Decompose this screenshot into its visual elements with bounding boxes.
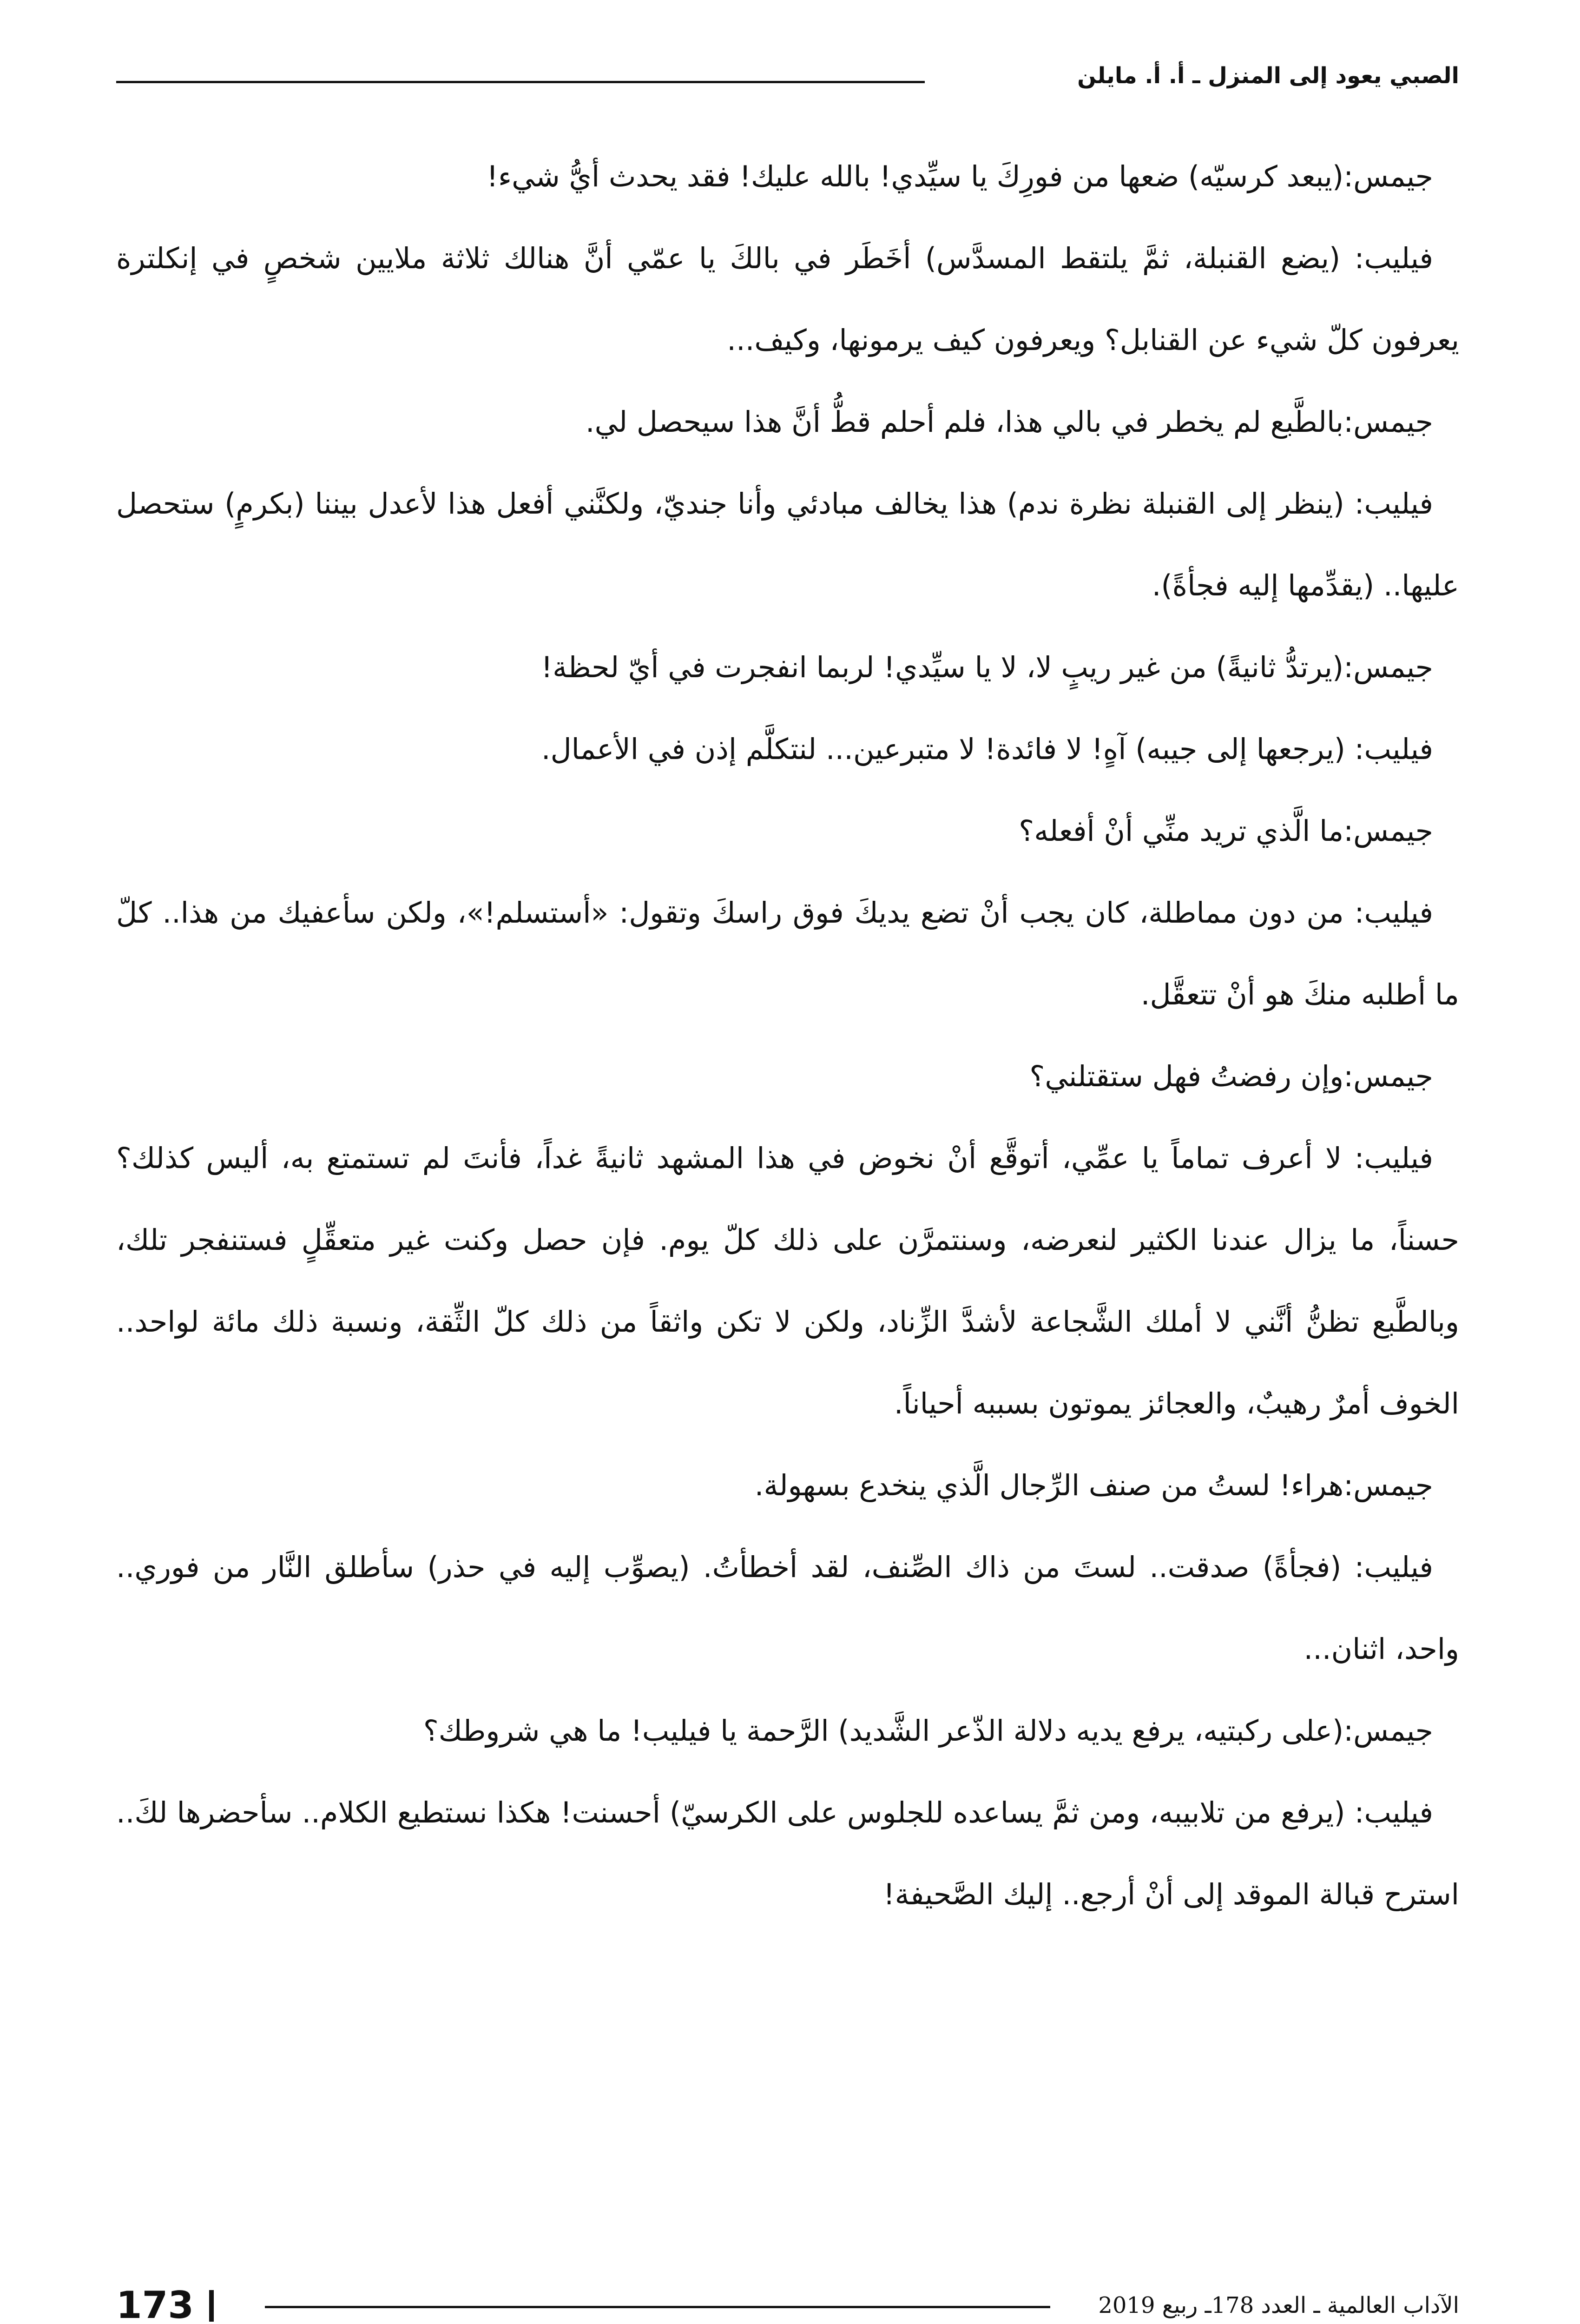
journal-issue: الآداب العالمية ـ العدد 178ـ ربيع 2019	[1098, 2292, 1459, 2318]
dialogue-line	[116, 790, 1459, 872]
dialogue-text: لا أعرف تماماً يا عمِّي، أتوقَّع أنْ نخوض في هذا المشهد ثانيةً غداً، فأنتَ لم تستمتع به، أليس كذلك؟ حسناً، ما يزال عندنا الكثير لنعرضه، وسنتمرَّن على ذلك كلّ يوم. فإن حصل وكنت غير متعقِّلٍ فستنفجر تلك، وبالطَّبع تظنُّ أنَّني لا أملك الشَّجاعة لأشدَّ الزِّناد، ولكن لا تكن واثقاً من ذلك كلّ الثِّقة، ونسبة ذلك مائة لواحد.. الخوف أمرٌ رهيبٌ، والعجائز يموتون بسببه أحياناً.	[116, 1141, 1459, 1420]
dialogue-text: (ينظر إلى القنبلة نظرة ندم) هذا يخالف مبادئي وأنا جنديّ، ولكنَّني أفعل هذا لأعدل بيننا (بكرمٍ) ستحصل عليها.. (يقدِّمها إليه فجأةً).	[116, 487, 1459, 602]
header-rule	[116, 81, 925, 83]
speaker-name: فيليب:	[1354, 896, 1433, 930]
dialogue-line	[116, 463, 1459, 627]
speaker-name: جيمس:	[1343, 1714, 1433, 1748]
speaker-name: فيليب:	[1354, 487, 1433, 521]
speaker-name: فيليب:	[1354, 732, 1433, 766]
dialogue-text: (فجأةً) صدقت.. لستَ من ذاك الصِّنف، لقد أخطأتُ. (يصوِّب إليه في حذر) سأطلق النَّار من فوري.. واحد، اثنان...	[116, 1550, 1459, 1666]
dialogue-text: بالطَّبع لم يخطر في بالي هذا، فلم أحلم قطُّ أنَّ هذا سيحصل لي.	[585, 405, 1344, 439]
speaker-name: فيليب:	[1354, 1550, 1433, 1584]
dialogue-line	[116, 136, 1459, 218]
dialogue-text: ما الَّذي تريد منِّي أنْ أفعله؟	[1019, 814, 1344, 848]
speaker-name: جيمس:	[1343, 405, 1433, 439]
dialogue-line	[116, 1772, 1459, 1935]
speaker-name: جيمس:	[1343, 1059, 1433, 1093]
speaker-name: جيمس:	[1343, 650, 1433, 684]
speaker-name: جيمس:	[1343, 1468, 1433, 1502]
page-footer	[116, 2280, 1459, 2324]
dialogue-line	[116, 872, 1459, 1036]
dialogue-line	[116, 1036, 1459, 1117]
dialogue-line	[116, 218, 1459, 381]
dialogue-line	[116, 627, 1459, 708]
dialogue-text: (يرتدُّ ثانيةً) من غير ريبٍ لا، لا يا سيِّدي! لربما انفجرت في أيّ لحظة!	[541, 650, 1344, 684]
dialogue-line	[116, 1445, 1459, 1526]
speaker-name: فيليب:	[1354, 1796, 1433, 1829]
dialogue-text: (يضع القنبلة، ثمَّ يلتقط المسدَّس) أخَطَر في بالكَ يا عمّي أنَّ هنالك ثلاثة ملايين شخصٍ في إنكلترة يعرفون كلّ شيء عن القنابل؟ ويعرفون كيف يرمونها، وكيف...	[116, 241, 1459, 357]
dialogue-text: هراء! لستُ من صنف الرِّجال الَّذي ينخدع بسهولة.	[754, 1468, 1344, 1502]
dialogue-text: (يرجعها إلى جيبه) آهٍ! لا فائدة! لا متبرعين... لنتكلَّم إذن في الأعمال.	[541, 732, 1355, 766]
page-body	[116, 136, 1459, 1935]
speaker-name: فيليب:	[1354, 241, 1433, 275]
dialogue-text: من دون مماطلة، كان يجب أنْ تضع يديكَ فوق راسكَ وتقول: «أستسلم!»، ولكن سأعفيك من هذا.. كلّ ما أطلبه منكَ هو أنْ تتعقَّل.	[116, 896, 1459, 1011]
speaker-name: جيمس:	[1343, 814, 1433, 848]
dialogue-text: (يبعد كرسيّه) ضعها من فورِكَ يا سيِّدي! بالله عليك! فقد يحدث أيُّ شيء!	[487, 159, 1344, 193]
speaker-name: فيليب:	[1354, 1141, 1433, 1175]
running-header	[116, 55, 1459, 97]
page-number-separator	[209, 2290, 214, 2322]
dialogue-line	[116, 381, 1459, 463]
dialogue-text: (على ركبتيه، يرفع يديه دلالة الذّعر الشَّديد) الرَّحمة يا فيليب! ما هي شروطك؟	[423, 1714, 1344, 1748]
running-header-title: الصبي يعود إلى المنزل ـ أ. أ. مايلن	[1077, 63, 1459, 89]
footer-rule	[265, 2306, 1050, 2308]
speaker-name: جيمس:	[1343, 159, 1433, 193]
dialogue-text: (يرفع من تلابيبه، ومن ثمَّ يساعده للجلوس على الكرسيّ) أحسنت! هكذا نستطيع الكلام.. سأحضرها لكَ.. استرح قبالة الموقد إلى أنْ أرجع.. إليك الصَّحيفة!	[116, 1796, 1459, 1911]
dialogue-line	[116, 1690, 1459, 1772]
dialogue-line	[116, 1117, 1459, 1445]
page-number: 173	[116, 2284, 194, 2324]
dialogue-text: وإن رفضتُ فهل ستقتلني؟	[1029, 1059, 1344, 1093]
dialogue-line	[116, 1526, 1459, 1690]
dialogue-line	[116, 708, 1459, 790]
